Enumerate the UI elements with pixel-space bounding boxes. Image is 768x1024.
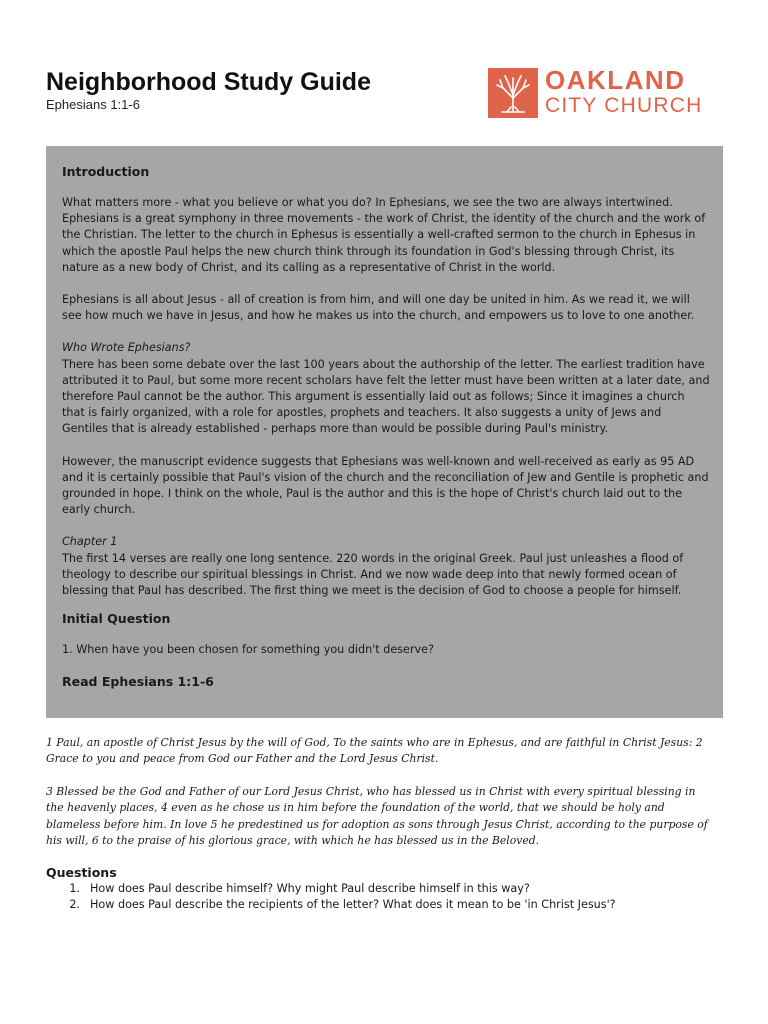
question-text: How does Paul describe the recipients of the letter? What does it mean to be 'in Christ Jesus'? — [90, 898, 616, 911]
page-title: Neighborhood Study Guide — [46, 68, 371, 96]
question-number: 1. — [69, 882, 80, 895]
page-subtitle: Ephesians 1:1-6 — [46, 97, 140, 112]
intro-paragraph-1: What matters more - what you believe or what you do? In Ephesians, we see the two are always intertwined. Ephesians is a great symphony in three movements - the work of Christ, the identity of the church and the work of the Christian. The letter to the church in Ephesus is essentially a well-crafted sermon to the church in Ephesus in which the apostle Paul helps the new church think through its foundation in God's blessing through Christ, its nature as a new body of Christ, and its calling as a representative of Christ in the world. — [62, 196, 706, 274]
logo-text-oakland: OAKLAND — [545, 65, 686, 95]
chapter-paragraph: The first 14 verses are really one long sentence. 220 words in the original Greek. Paul just unleashes a flood of theology to describe our spiritual blessings in Christ. And we now wade deep into that newly formed ocean of blessing that Paul has described. The first thing we meet is the decision of God to choose a people for himself. — [62, 551, 684, 598]
question-number: 2. — [69, 898, 80, 911]
authorship-paragraph: There has been some debate over the last 100 years about the authorship of the letter. The earliest tradition have attributed it to Paul, but some more recent scholars have felt the letter must have been written at a later date, and therefore Paul cannot be the author. This argument is essentially laid out as follows; Since it imagines a church that is fairly organized, with a role for apostles, prophets and teachers. It also suggests a unity of Jews and Gentiles that is already established - perhaps more than would be possible during Paul's ministry. — [62, 357, 710, 436]
questions-list — [46, 881, 716, 913]
tree-logo-icon — [488, 68, 538, 118]
question-text: How does Paul describe himself? Why might Paul describe himself in this way? — [90, 882, 530, 895]
initial-question-heading: Initial Question — [62, 611, 171, 627]
who-wrote-heading: Who Wrote Ephesians? — [62, 341, 191, 355]
scripture-verses-1-2: 1 Paul, an apostle of Christ Jesus by the will of God, To the saints who are in Ephesus, and are faithful in Christ Jesus: 2 Grace to you and peace from God our Father and the Lord Jesus Christ. — [46, 736, 703, 766]
intro-paragraph-2: Ephesians is all about Jesus - all of creation is from him, and will one day be united in him. As we read it, we will see how much we have in Jesus, and how he makes us into the church, and empowers us to love to one another. — [62, 293, 695, 323]
list-item — [46, 897, 716, 913]
list-item — [46, 881, 716, 897]
introduction-box — [46, 146, 723, 718]
logo-text-city-church: CITY CHURCH — [545, 94, 703, 117]
scripture-verses-3-6: 3 Blessed be the God and Father of our Lord Jesus Christ, who has blessed us in Christ with every spiritual blessing in the heavenly places, 4 even as he chose us in him before the foundation of the world, that we should be holy and blameless before him. In love 5 he predestined us for adoption as sons through Jesus Christ, according to the purpose of his will, 6 to the praise of his glorious grace, with which he has blessed us in the Beloved. — [46, 785, 708, 847]
manuscript-paragraph: However, the manuscript evidence suggests that Ephesians was well-known and well-received as early as 95 AD and it is certainly possible that Paul's vision of the church and the reconciliation of Jew and Gentile is prophetic and grounded in hope. I think on the whole, Paul is the author and this is the hope of Christ's church laid out to the early church. — [62, 454, 709, 517]
initial-question: 1. When have you been chosen for something you didn't deserve? — [62, 643, 434, 657]
introduction-heading: Introduction — [62, 164, 150, 179]
church-logo — [488, 65, 708, 120]
questions-heading: Questions — [46, 865, 117, 880]
chapter-heading: Chapter 1 — [62, 535, 118, 549]
read-ephesians-heading: Read Ephesians 1:1-6 — [62, 674, 214, 690]
